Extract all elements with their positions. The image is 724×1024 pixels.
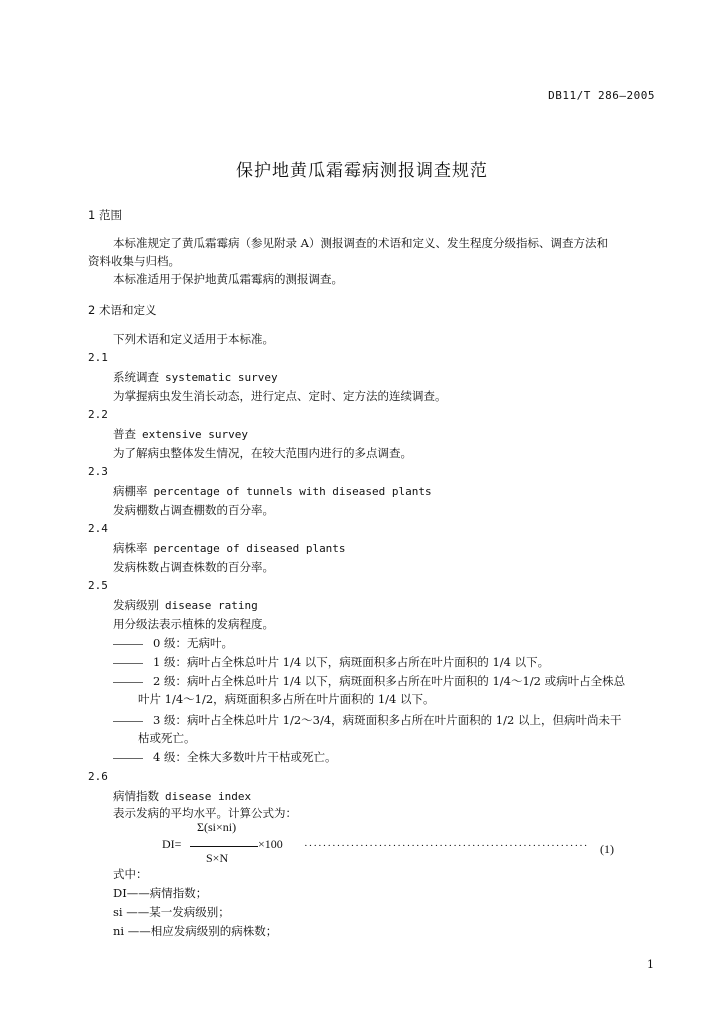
term-zh: 普查 <box>113 427 136 441</box>
list-dash <box>113 721 143 722</box>
grade-3-item <box>113 712 621 728</box>
grade-0-text: 0 级：无病叶。 <box>153 636 233 650</box>
variable-si: si ——某一发病级别； <box>113 905 230 919</box>
grade-2-continuation: 叶片 1/4～1/2，病斑面积多占所在叶片面积的 1/4 以下。 <box>138 692 435 706</box>
list-dash <box>113 644 143 645</box>
section-1-paragraph-1a: 本标准规定了黄瓜霜霉病（参见附录 A）测报调查的术语和定义、发生程度分级指标、调查方法和 <box>113 236 608 250</box>
term-en: disease rating <box>165 599 258 612</box>
grade-0-item <box>113 635 233 651</box>
list-dash <box>113 682 143 683</box>
clause-2-6-term <box>113 788 251 805</box>
formula-times-100: ×100 <box>258 837 283 851</box>
section-2-heading: 2 术语和定义 <box>88 303 157 317</box>
document-title: 保护地黄瓜霜霉病测报调查规范 <box>236 161 488 181</box>
clause-2-6-number: 2.6 <box>88 770 108 783</box>
formula-numerator: Σ(si×ni) <box>197 820 237 834</box>
clause-2-4-term <box>113 540 346 557</box>
term-zh: 病株率 <box>113 541 148 555</box>
term-zh: 系统调查 <box>113 370 159 384</box>
clause-2-2-number: 2.2 <box>88 408 108 421</box>
clause-2-4-number: 2.4 <box>88 522 108 535</box>
clause-2-3-definition: 发病棚数占调查棚数的百分率。 <box>113 503 274 517</box>
leader-dots: ····························································· <box>304 840 589 852</box>
clause-2-1-number: 2.1 <box>88 351 108 364</box>
formula-denominator: S×N <box>206 851 229 865</box>
variable-ni: ni ——相应发病级别的病株数； <box>113 924 278 938</box>
list-dash <box>113 758 143 759</box>
clause-2-5-term <box>113 597 258 614</box>
section-1-paragraph-1b: 资料收集与归档。 <box>88 254 180 268</box>
clause-2-6-definition: 表示发病的平均水平。计算公式为： <box>113 806 297 820</box>
grade-2-item <box>113 673 625 689</box>
fraction-bar <box>190 846 258 847</box>
term-en: percentage of tunnels with diseased plants <box>153 485 432 498</box>
disease-index-formula <box>162 820 622 870</box>
grade-1-item <box>113 654 549 670</box>
clause-2-4-definition: 发病株数占调查株数的百分率。 <box>113 560 274 574</box>
section-2-intro: 下列术语和定义适用于本标准。 <box>113 332 274 346</box>
clause-2-5-number: 2.5 <box>88 579 108 592</box>
page-number: 1 <box>647 958 654 971</box>
list-dash <box>113 663 143 664</box>
where-label: 式中： <box>113 867 148 881</box>
clause-2-2-definition: 为了解病虫整体发生情况，在较大范围内进行的多点调查。 <box>113 446 412 460</box>
term-zh: 发病级别 <box>113 598 159 612</box>
clause-2-5-definition: 用分级法表示植株的发病程度。 <box>113 617 274 631</box>
clause-2-1-definition: 为掌握病虫发生消长动态，进行定点、定时、定方法的连续调查。 <box>113 389 447 403</box>
clause-2-3-term <box>113 483 432 500</box>
term-en: percentage of diseased plants <box>153 542 346 555</box>
grade-1-text: 1 级：病叶占全株总叶片 1/4 以下，病斑面积多占所在叶片面积的 1/4 以下。 <box>153 655 550 669</box>
term-zh: 病情指数 <box>113 789 159 803</box>
section-1-paragraph-2: 本标准适用于保护地黄瓜霜霉病的测报调查。 <box>113 272 343 286</box>
grade-3-continuation: 枯或死亡。 <box>138 731 196 745</box>
grade-4-text: 4 级：全株大多数叶片干枯或死亡。 <box>153 750 337 764</box>
term-en: disease index <box>165 790 252 803</box>
clause-2-2-term <box>113 426 248 443</box>
variable-di: DI——病情指数； <box>113 886 208 900</box>
clause-2-1-term <box>113 369 278 386</box>
section-1-heading: 1 范围 <box>88 208 122 222</box>
equation-number: (1) <box>600 842 614 856</box>
grade-2-text: 2 级：病叶占全株总叶片 1/4 以下，病斑面积多占所在叶片面积的 1/4～1/2 或病叶占全株总 <box>153 674 626 688</box>
term-en: extensive survey <box>142 428 248 441</box>
grade-4-item <box>113 749 336 765</box>
standard-code: DB11/T 286—2005 <box>548 89 655 102</box>
term-zh: 病棚率 <box>113 484 148 498</box>
term-en: systematic survey <box>165 371 278 384</box>
formula-lhs: DI= <box>162 837 182 851</box>
clause-2-3-number: 2.3 <box>88 465 108 478</box>
grade-3-text: 3 级：病叶占全株总叶片 1/2～3/4，病斑面积多占所在叶片面积的 1/2 以上，但病叶尚未干 <box>153 713 622 727</box>
